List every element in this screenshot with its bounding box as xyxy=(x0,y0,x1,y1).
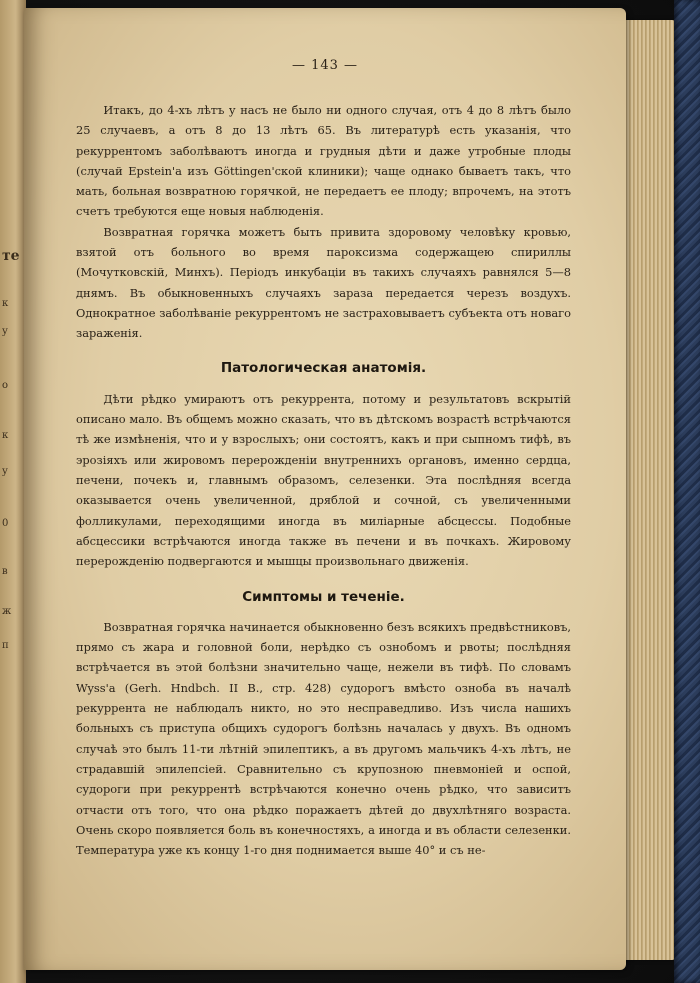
section-heading-pathology: Патологическая анатомія. xyxy=(220,359,427,376)
section-heading-symptoms: Симптомы и теченіе. xyxy=(242,588,405,605)
paragraph: Возвратная горячка начинается обыкновенно безъ всякихъ предвѣстниковъ, прямо съ жара и головной боли, нерѣдко съ ознобомъ и рвоты; послѣдняя встрѣчается въ этой болѣзни значительно чаще, нежели въ тифѣ. По словамъ Wyss'a (Gerh. Hndbch. II B., стр. 428) судорогъ вмѣсто озноба въ началѣ рекуррента не наблюдалъ никто, но это несправедливо. Изъ числа нашихъ больныхъ съ приступа общихъ судорогъ болѣзнь началась у двухъ. Въ одномъ случаѣ это былъ 11-ти лѣтній эпилептикъ, а въ другомъ мальчикъ 4-хъ лѣтъ, не страдавшій эпилепсіей. Сравнительно съ крупозною пневмоніей и оспой, судороги при рекуррентѣ встрѣчаются конечно очень рѣдко, что зависитъ отчасти отъ того, что она рѣдко поражаетъ дѣтей до двухлѣтняго возраста. Очень скоро появляется боль въ конечностяхъ, а иногда и въ области селезенки. Температура уже къ концу 1-го дня поднимается выше 40° и съ не- xyxy=(76,619,571,858)
book-page xyxy=(24,8,626,970)
left-fragment: о xyxy=(2,380,9,391)
paragraph: Дѣти рѣдко умираютъ отъ рекуррента, потому и результатовъ вскрытій описано мало. Въ общемъ можно сказать, что въ дѣтскомъ возрастѣ встрѣчаются тѣ же измѣненія, что и у взрослыхъ; они состоятъ, какъ и при сыпномъ тифѣ, въ эрозіяхъ или жировомъ перерожденіи внутреннихъ органовъ, именно сердца, печени, почекъ и, главнымъ образомъ, селезенки. Эта послѣдняя всегда оказывается очень увеличенной, дряблой и сочной, съ увеличенными фолликулами, переходящими иногда въ миліарные абсцессы. Подобные абсцессики встрѣчаются иногда также въ печени и въ почкахъ. Жировому перерожденію подвергаются и мышцы произвольнаго движенія. xyxy=(76,391,571,569)
left-fragment: ж xyxy=(2,606,12,617)
left-fragment: к xyxy=(2,430,9,441)
left-fragment: в xyxy=(2,566,8,577)
page-content xyxy=(76,60,571,860)
left-fragment: п xyxy=(2,640,9,651)
left-page-text-fragments xyxy=(0,0,26,983)
page-number: — 143 — xyxy=(291,58,359,73)
left-fragment: у xyxy=(2,326,8,337)
paragraph: Возвратная горячка можетъ быть привита здоровому человѣку кровью, взятой отъ больного во время пароксизма содержащею спириллы (Мочутковскій, Минхъ). Періодъ инкубаціи въ такихъ случаяхъ равнялся 5—8 днямъ. Въ обыкновенныхъ случаяхъ зараза передается черезъ воздухъ. Однократное заболѣваніе рекуррентомъ не застраховываетъ субъекта отъ новаго зараженія. xyxy=(76,224,571,341)
left-page-sliver xyxy=(0,0,26,983)
left-fragment: к xyxy=(2,298,9,309)
paragraph: Итакъ, до 4-хъ лѣтъ у насъ не было ни одного случая, отъ 4 до 8 лѣтъ было 25 случаевъ, а отъ 8 до 13 лѣтъ 65. Въ литературѣ есть указанія, что рекуррентомъ заболѣваютъ иногда и грудныя дѣти и даже утробные плоды (случай Epstein'a изъ Göttingen'ской клиники); чаще однако бываетъ такъ, что мать, больная возвратною горячкой, не передаетъ ее плоду; впрочемъ, на этотъ счетъ требуются еще новыя наблюденія. xyxy=(76,103,571,219)
page-stack-edge xyxy=(618,20,676,960)
book-cover-edge xyxy=(674,0,700,983)
left-fragment: 0 xyxy=(2,518,9,529)
left-fragment: у xyxy=(2,466,8,477)
left-fragment: те xyxy=(2,248,20,264)
